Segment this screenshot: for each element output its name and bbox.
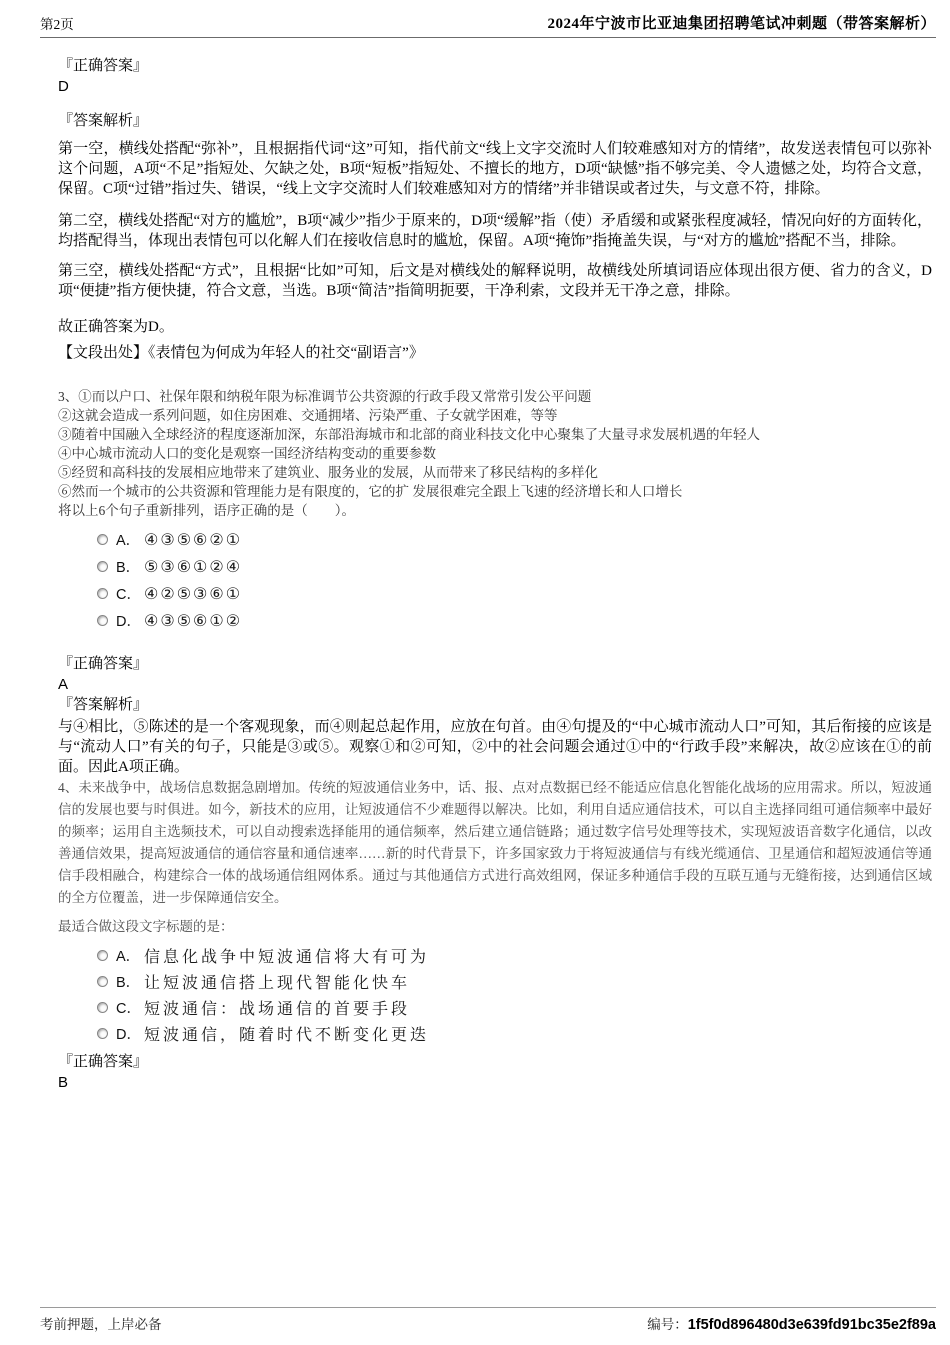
radio-button-icon[interactable] bbox=[97, 561, 108, 572]
radio-button-icon[interactable] bbox=[97, 976, 108, 987]
q3-sentence-3: ③随着中国融入全球经济的程度逐渐加深，东部沿海城市和北部的商业科技文化中心聚集了大量寻求发展机遇的年轻人 bbox=[58, 427, 760, 442]
q3-sentence-5: ⑤经贸和高科技的发展相应地带来了建筑业、服务业的发展，从而带来了移民结构的多样化 bbox=[58, 465, 598, 480]
q3-correct-answer-value: A bbox=[58, 676, 69, 693]
option-text: ④③⑤⑥①② bbox=[144, 612, 243, 630]
q3-sentence-6: ⑥然而一个城市的公共资源和管理能力是有限度的，它的扩 发展很难完全跟上飞速的经济增长和人口增长 bbox=[58, 484, 683, 499]
q3-sentence-2: ②这就会造成一系列问题，如住房困难、交通拥堵、污染严重、子女就学困难，等等 bbox=[58, 408, 558, 423]
radio-button-icon[interactable] bbox=[97, 1002, 108, 1013]
option-text: 信息化战争中短波通信将大有可为 bbox=[144, 948, 430, 966]
q4-correct-answer-value: B bbox=[58, 1074, 69, 1091]
radio-button-icon[interactable] bbox=[97, 588, 108, 599]
footer-id-value: 1f5f0d896480d3e639fd91bc35e2f89a bbox=[687, 1317, 936, 1333]
option-text: 短波通信：战场通信的首要手段 bbox=[144, 1000, 411, 1018]
option-letter: D． bbox=[116, 1026, 141, 1043]
q3-sentence-1: 3、①而以户口、社保年限和纳税年限为标准调节公共资源的行政手段又常常引发公平问题 bbox=[58, 389, 592, 404]
q4-options bbox=[58, 942, 932, 1046]
q4-body-paragraph: 4、未来战争中，战场信息数据急剧增加。传统的短波通信业务中，话、报、点对点数据已经不能适应信息化智能化战场的应用需求。所以，短波通信的发展也要与时俱进。如今，新技术的应用，让短波通信不少难题得以解决。比如，利用自适应通信技术，可以自主选择同组可通信频率中最好的频率；运用自主选频技术，可以自动搜索选择能用的通信频率，然后建立通信链路；通过数字信号处理等技术，实现短波语音数字化通信，以改善通信效果，提高短波通信的通信容量和通信速率……新的时代背景下，许多国家致力于将短波通信与有线光缆通信、卫星通信和超短波通信等通信手段相融合，构建综合一体的战场通信组网体系。通过与其他通信方式进行高效组网，保证多种通信手段的互联互通与无缝衔接，达到通信区域的全方位覆盖，进一步保障通信安全。 bbox=[58, 780, 932, 905]
q2-analysis-paragraph-1: 第一空，横线处搭配“弥补”，且根据指代词“这”可知，指代前文“线上文字交流时人们较难感知对方的情绪”，故发送表情包可以弥补这个问题，A项“不足”指短处、欠缺之处，B项“短板”指短处、不擅长的地方，D项“缺憾”指不够完美、令人遗憾之处，均符合文意，保留。C项“过错”指过失、错误，“线上文字交流时人们较难感知对方的情绪”并非错误或者过失，与文意不符，排除。 bbox=[58, 141, 932, 197]
q4-option-b[interactable] bbox=[58, 968, 932, 994]
radio-button-icon[interactable] bbox=[97, 615, 108, 626]
q2-analysis-paragraph-3: 第三空，横线处搭配“方式”，且根据“比如”可知，后文是对横线处的解释说明，故横线处所填词语应体现出很方便、省力的含义，D项“便捷”指方便快捷，符合文意，当选。B项“简洁”指简明扼要，干净利索，文段并无干净之意，排除。 bbox=[58, 263, 932, 299]
q2-analysis-paragraph-2: 第二空，横线处搭配“对方的尴尬”，B项“减少”指少于原来的，D项“缓解”指（使）矛盾缓和或紧张程度减轻，情况向好的方面转化，均搭配得当，体现出表情包可以化解人们在接收信息时的尴尬，保留。A项“掩饰”指掩盖失误，与“对方的尴尬”搭配不当，排除。 bbox=[58, 213, 932, 249]
q3-correct-answer-label: 『正确答案』 bbox=[58, 656, 149, 672]
q2-correct-answer-value: D bbox=[58, 78, 69, 95]
q3-analysis-label: 『答案解析』 bbox=[58, 697, 149, 713]
option-text: 短波通信，随着时代不断变化更迭 bbox=[144, 1026, 430, 1044]
question-3 bbox=[58, 387, 932, 777]
page-content bbox=[58, 46, 932, 1091]
q2-analysis-label: 『答案解析』 bbox=[58, 113, 149, 129]
footer-slogan: 考前押题，上岸必备 bbox=[40, 1317, 162, 1332]
q2-conclusion: 故正确答案为D。 bbox=[58, 319, 174, 335]
footer-document-id bbox=[647, 1313, 936, 1333]
radio-button-icon[interactable] bbox=[97, 950, 108, 961]
page-footer bbox=[40, 1307, 936, 1333]
q3-option-a[interactable] bbox=[58, 526, 932, 553]
footer-id-label: 编号： bbox=[647, 1317, 688, 1332]
option-text: ⑤③⑥①②④ bbox=[144, 558, 243, 576]
question-4 bbox=[58, 777, 932, 1091]
option-letter: A． bbox=[116, 533, 141, 549]
q4-correct-answer-label: 『正确答案』 bbox=[58, 1054, 149, 1070]
option-letter: B． bbox=[116, 560, 141, 576]
radio-button-icon[interactable] bbox=[97, 1028, 108, 1039]
q3-analysis-paragraph: 与④相比，⑤陈述的是一个客观现象，而④则起总起作用，应放在句首。由④句提及的“中心城市流动人口”可知，其后衔接的应该是与“流动人口”有关的句子，只能是③或⑤。观察①和②可知，②中的社会问题会通过①中的“行政手段”来解决，故②应该在①的前面。因此A项正确。 bbox=[58, 719, 932, 775]
q3-option-d[interactable] bbox=[58, 607, 932, 634]
option-letter: C． bbox=[116, 1000, 141, 1017]
radio-button-icon[interactable] bbox=[97, 534, 108, 545]
q4-option-d[interactable] bbox=[58, 1020, 932, 1046]
option-text: ④③⑤⑥②① bbox=[144, 531, 243, 549]
page-header bbox=[40, 0, 936, 38]
option-letter: A． bbox=[116, 948, 141, 965]
option-text: ④②⑤③⑥① bbox=[144, 585, 243, 603]
q3-options bbox=[58, 526, 932, 634]
option-letter: D． bbox=[116, 614, 141, 630]
page-number: 第2页 bbox=[40, 17, 74, 32]
q4-option-c[interactable] bbox=[58, 994, 932, 1020]
q3-sentence-4: ④中心城市流动人口的变化是观察一国经济结构变动的重要参数 bbox=[58, 446, 436, 461]
q3-option-b[interactable] bbox=[58, 553, 932, 580]
q4-question-stem: 最适合做这段文字标题的是： bbox=[58, 919, 234, 934]
document-title: 2024年宁波市比亚迪集团招聘笔试冲刺题（带答案解析） bbox=[547, 16, 936, 32]
q4-option-a[interactable] bbox=[58, 942, 932, 968]
option-letter: C． bbox=[116, 587, 141, 603]
q3-question-stem: 将以上6个句子重新排列，语序正确的是（ ）。 bbox=[58, 503, 355, 518]
q3-option-c[interactable] bbox=[58, 580, 932, 607]
q2-correct-answer-label: 『正确答案』 bbox=[58, 58, 149, 74]
option-letter: B． bbox=[116, 974, 141, 991]
q2-source-reference: 【文段出处】《表情包为何成为年轻人的社交“副语言”》 bbox=[58, 345, 424, 361]
option-text: 让短波通信搭上现代智能化快车 bbox=[144, 974, 411, 992]
